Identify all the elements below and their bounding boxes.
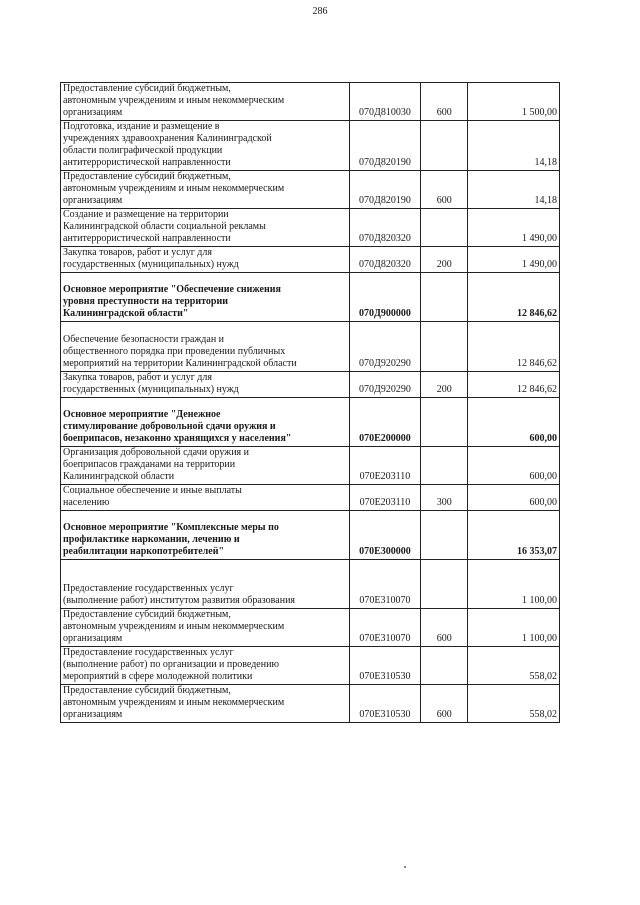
target-code-text: 070Д810030 (359, 107, 411, 118)
target-code-cell (349, 273, 420, 322)
target-code-cell (349, 560, 420, 609)
table-row-main-activity (61, 511, 560, 560)
expense-type-cell (421, 83, 468, 121)
amount-text: 558,02 (529, 671, 557, 682)
amount-cell (468, 485, 560, 511)
budget-table (60, 82, 560, 723)
item-name-cell (61, 372, 350, 398)
target-code-cell (349, 485, 420, 511)
amount-cell (468, 398, 560, 447)
amount-cell (468, 209, 560, 247)
amount-cell (468, 447, 560, 485)
target-code-cell (349, 647, 420, 685)
item-name-text: Закупка товаров, работ и услуг для государственных (муниципальных) нужд (63, 247, 239, 270)
amount-text: 600,00 (529, 471, 557, 482)
amount-text: 1 100,00 (522, 633, 557, 644)
target-code-cell (349, 171, 420, 209)
expense-type-cell (421, 647, 468, 685)
amount-text: 558,02 (529, 709, 557, 720)
table-row (61, 485, 560, 511)
item-name-text: Предоставление государственных услуг (выполнение работ) по организации и проведению мероприятий в сфере молодежной политики (63, 647, 279, 682)
expense-type-text: 300 (436, 497, 452, 508)
target-code-text: 070Д920290 (359, 358, 411, 369)
target-code-cell (349, 322, 420, 372)
table-row (61, 247, 560, 273)
item-name-text: Создание и размещение на территории Калининградской области социальной рекламы антитеррористической направленности (63, 209, 266, 244)
amount-text: 600,00 (529, 497, 557, 508)
item-name-cell (61, 322, 350, 372)
target-code-cell (349, 609, 420, 647)
expense-type-text: 600 (436, 633, 452, 644)
target-code-text: 070Е310530 (359, 709, 411, 720)
table-row (61, 647, 560, 685)
item-name-text: Закупка товаров, работ и услуг для государственных (муниципальных) нужд (63, 372, 239, 395)
target-code-cell (349, 247, 420, 273)
item-name-text: Основное мероприятие "Обеспечение снижения уровня преступности на территории Калининградской области" (63, 284, 281, 319)
amount-text: 12 846,62 (517, 358, 557, 369)
expense-type-cell (421, 171, 468, 209)
target-code-text: 070Д920290 (359, 384, 411, 395)
table-row-main-activity (61, 273, 560, 322)
target-code-text: 070Е203110 (359, 497, 411, 508)
item-name-cell (61, 560, 350, 609)
table-row (61, 121, 560, 171)
expense-type-cell (421, 372, 468, 398)
item-name-cell (61, 609, 350, 647)
item-name-text: Предоставление субсидий бюджетным, автономным учреждениям и иным некоммерческим организациям (63, 83, 285, 118)
scan-speck (404, 866, 406, 868)
expense-type-cell (421, 398, 468, 447)
expense-type-cell (421, 322, 468, 372)
item-name-text: Социальное обеспечение и иные выплаты населению (63, 485, 242, 508)
amount-text: 1 100,00 (522, 595, 557, 606)
target-code-text: 070Е200000 (359, 433, 411, 444)
amount-cell (468, 647, 560, 685)
target-code-cell (349, 121, 420, 171)
item-name-cell (61, 83, 350, 121)
expense-type-cell (421, 247, 468, 273)
amount-text: 600,00 (529, 433, 557, 444)
expense-type-text: 200 (436, 384, 452, 395)
item-name-text: Предоставление субсидий бюджетным, автономным учреждениям и иным некоммерческим организациям (63, 685, 285, 720)
expense-type-cell (421, 685, 468, 723)
item-name-text: Обеспечение безопасности граждан и общественного порядка при проведении публичных мероприятий на территории Калининградской области (63, 334, 297, 369)
expense-type-cell (421, 511, 468, 560)
target-code-text: 070Д820320 (359, 233, 411, 244)
expense-type-text: 600 (436, 107, 452, 118)
amount-cell (468, 171, 560, 209)
expense-type-cell (421, 560, 468, 609)
item-name-cell (61, 121, 350, 171)
expense-type-cell (421, 447, 468, 485)
amount-cell (468, 685, 560, 723)
item-name-cell (61, 247, 350, 273)
amount-cell (468, 83, 560, 121)
amount-text: 12 846,62 (517, 308, 557, 319)
amount-cell (468, 609, 560, 647)
amount-cell (468, 247, 560, 273)
item-name-cell (61, 647, 350, 685)
expense-type-cell (421, 485, 468, 511)
item-name-text: Предоставление государственных услуг (выполнение работ) институтом развития образования (63, 583, 296, 606)
amount-text: 1 490,00 (522, 259, 557, 270)
table-row-main-activity (61, 398, 560, 447)
item-name-text: Подготовка, издание и размещение в учреждениях здравоохранения Калининградской области полиграфической продукции антитеррористической направленности (63, 121, 272, 168)
target-code-cell (349, 685, 420, 723)
amount-text: 1 490,00 (522, 233, 557, 244)
item-name-text: Основное мероприятие "Денежное стимулирование добровольной сдачи оружия и боеприпасов, незаконно хранящихся у населения" (63, 409, 292, 444)
amount-text: 16 353,07 (517, 546, 557, 557)
item-name-cell (61, 209, 350, 247)
target-code-text: 070Е310070 (359, 595, 411, 606)
expense-type-cell (421, 121, 468, 171)
table-row (61, 209, 560, 247)
table-row (61, 83, 560, 121)
amount-text: 14,18 (534, 157, 557, 168)
budget-table-body (61, 83, 560, 723)
expense-type-text: 600 (436, 709, 452, 720)
amount-cell (468, 511, 560, 560)
amount-text: 14,18 (534, 195, 557, 206)
amount-text: 12 846,62 (517, 384, 557, 395)
target-code-text: 070Е310530 (359, 671, 411, 682)
amount-cell (468, 372, 560, 398)
item-name-cell (61, 447, 350, 485)
target-code-text: 070Д900000 (359, 308, 411, 319)
target-code-cell (349, 83, 420, 121)
target-code-cell (349, 372, 420, 398)
table-row (61, 171, 560, 209)
item-name-cell (61, 511, 350, 560)
item-name-text: Организация добровольной сдачи оружия и боеприпасов гражданами на территории Калининградской области (63, 447, 250, 482)
amount-cell (468, 560, 560, 609)
amount-cell (468, 121, 560, 171)
page-number: 286 (312, 6, 328, 17)
target-code-cell (349, 209, 420, 247)
table-row (61, 322, 560, 372)
table-row (61, 447, 560, 485)
target-code-text: 070Д820320 (359, 259, 411, 270)
expense-type-cell (421, 609, 468, 647)
target-code-cell (349, 398, 420, 447)
target-code-cell (349, 511, 420, 560)
item-name-text: Предоставление субсидий бюджетным, автономным учреждениям и иным некоммерческим организациям (63, 171, 285, 206)
table-row (61, 372, 560, 398)
amount-cell (468, 273, 560, 322)
table-row (61, 685, 560, 723)
target-code-text: 070Е310070 (359, 633, 411, 644)
item-name-text: Предоставление субсидий бюджетным, автономным учреждениям и иным некоммерческим организациям (63, 609, 285, 644)
target-code-text: 070Д820190 (359, 157, 411, 168)
table-row (61, 560, 560, 609)
amount-cell (468, 322, 560, 372)
item-name-cell (61, 398, 350, 447)
expense-type-cell (421, 209, 468, 247)
amount-text: 1 500,00 (522, 107, 557, 118)
item-name-text: Основное мероприятие "Комплексные меры по профилактике наркомании, лечению и реабилитации наркопотребителей" (63, 522, 279, 557)
expense-type-text: 600 (436, 195, 452, 206)
target-code-text: 070Д820190 (359, 195, 411, 206)
target-code-cell (349, 447, 420, 485)
item-name-cell (61, 685, 350, 723)
item-name-cell (61, 273, 350, 322)
table-row (61, 609, 560, 647)
item-name-cell (61, 171, 350, 209)
target-code-text: 070Е203110 (359, 471, 411, 482)
expense-type-text: 200 (436, 259, 452, 270)
target-code-text: 070Е300000 (359, 546, 411, 557)
expense-type-cell (421, 273, 468, 322)
item-name-cell (61, 485, 350, 511)
